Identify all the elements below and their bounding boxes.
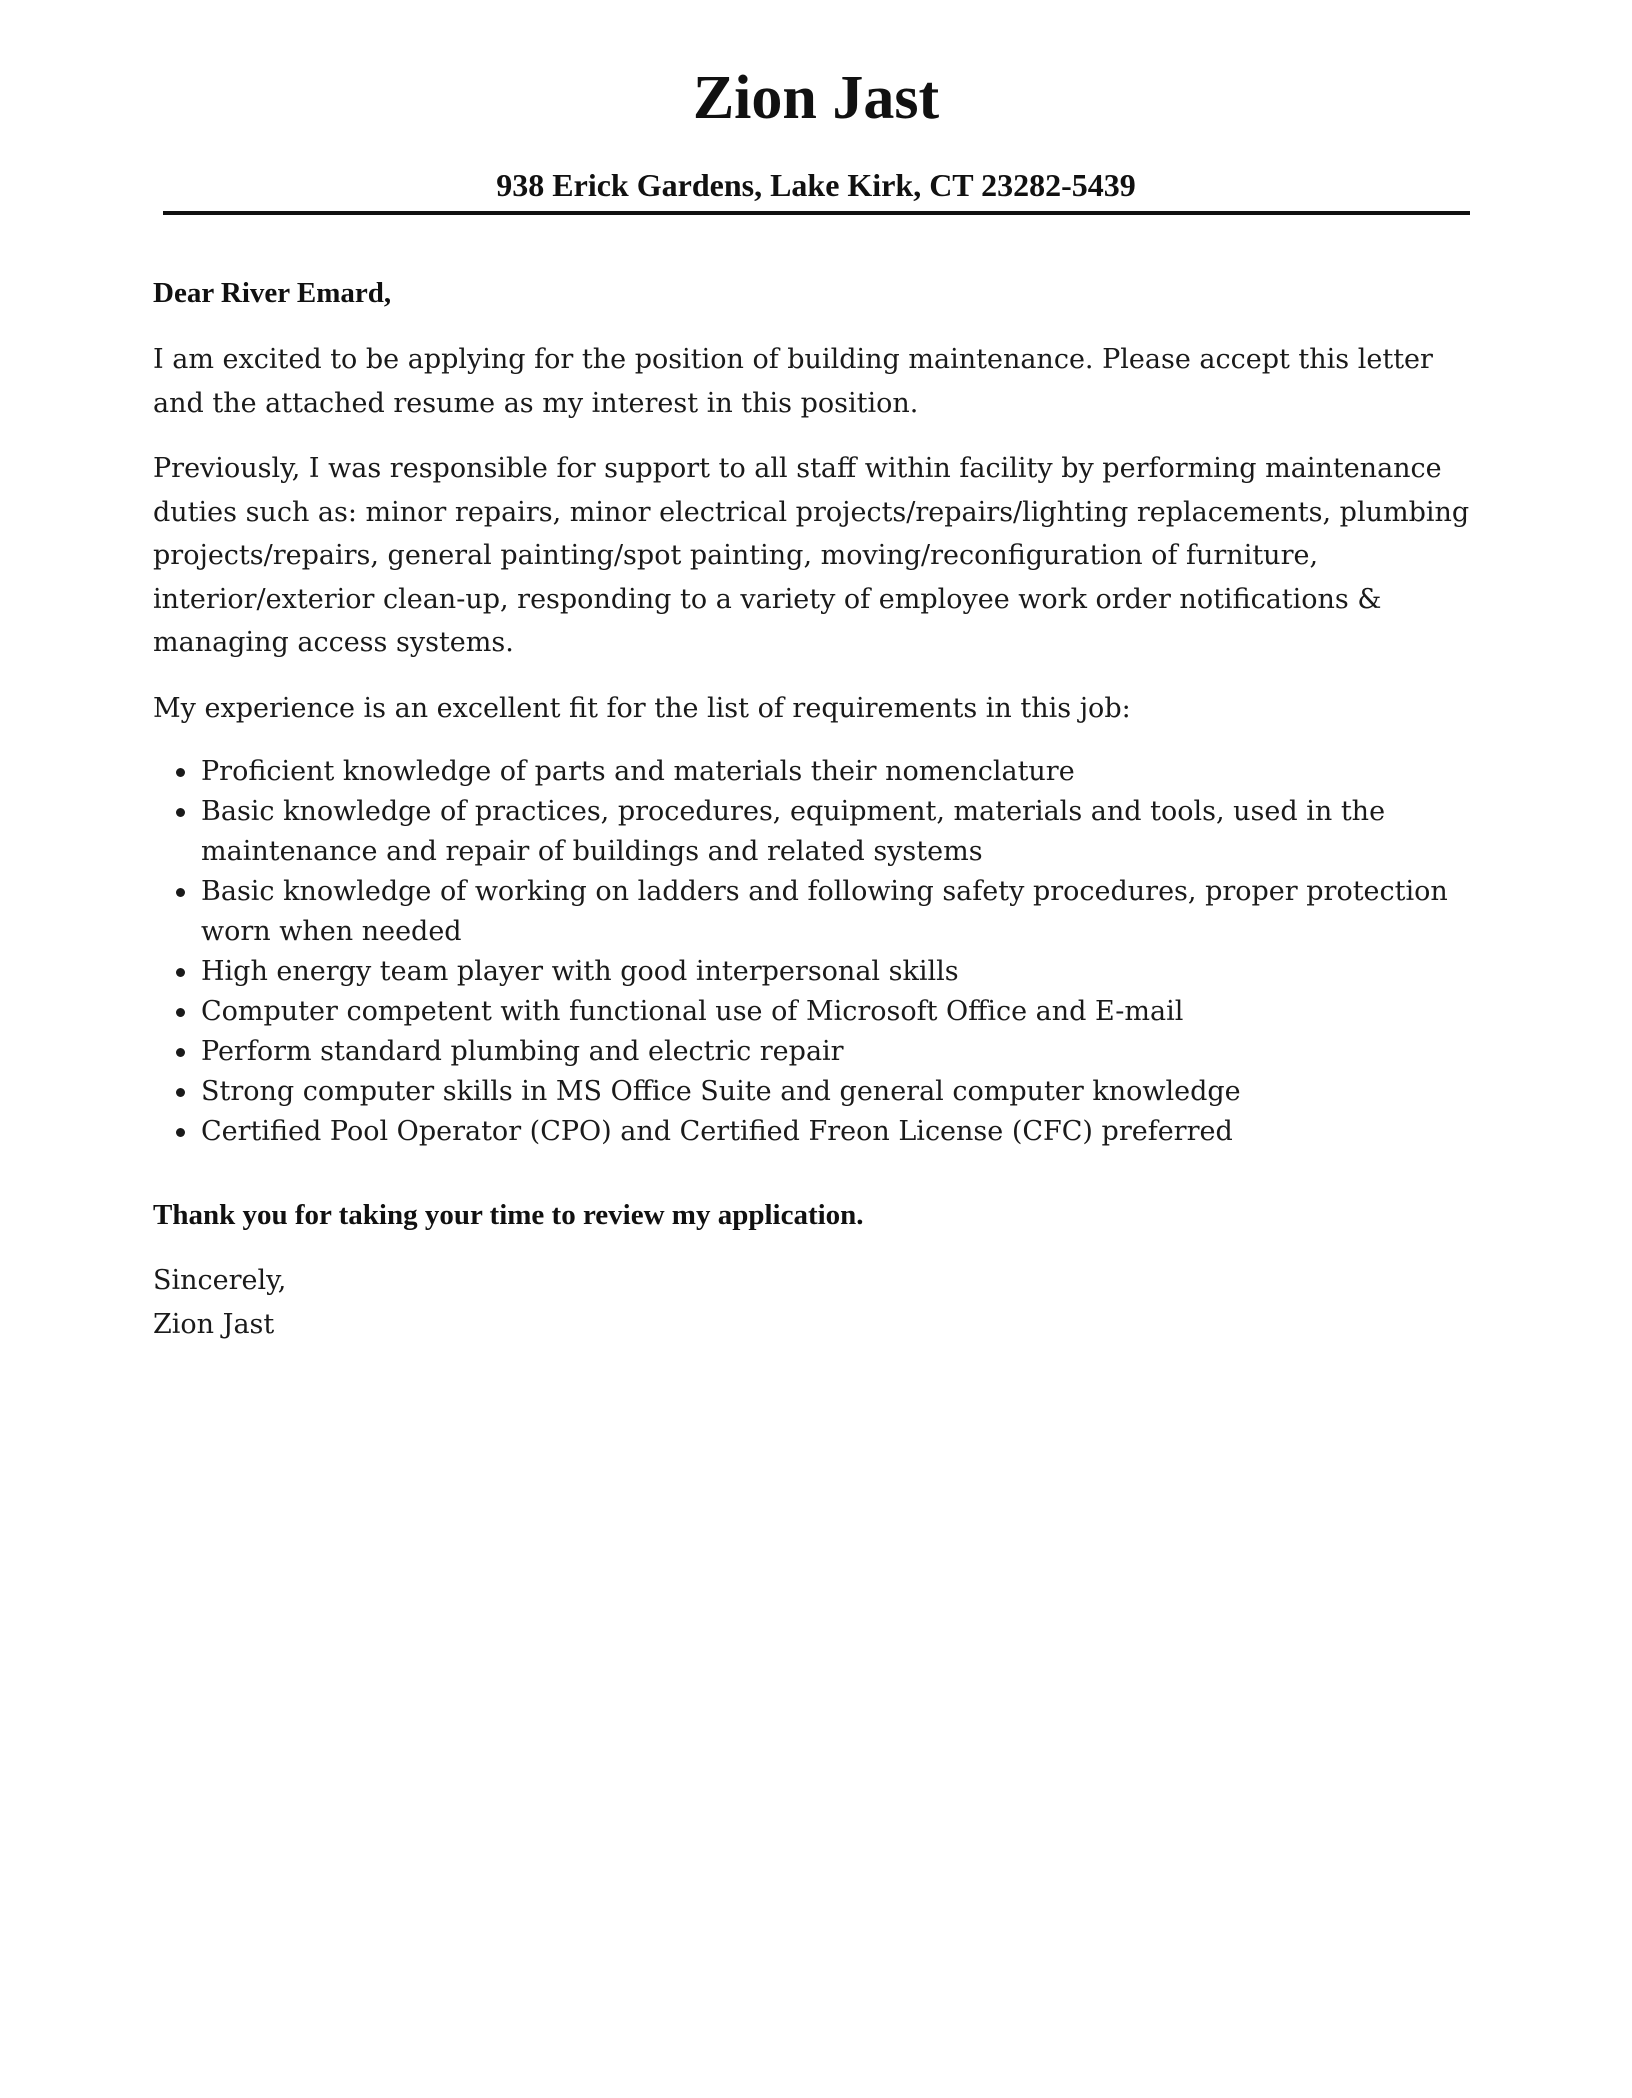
- list-item: Proficient knowledge of parts and materials their nomenclature: [153, 752, 1483, 792]
- experience-paragraph: Previously, I was responsible for support to all staff within facility by performing maintenance duties such as: minor repairs, minor electrical projects/repairs/lighting replacements, plumbing projects/repairs, general painting/spot painting, moving/reconfiguration of furniture, interior/exterior clean-up, responding to a variety of employee work order notifications & managing access systems.: [153, 453, 1470, 658]
- list-item: Perform standard plumbing and electric repair: [153, 1032, 1483, 1072]
- sender-address: 938 Erick Gardens, Lake Kirk, CT 23282-5439: [496, 167, 1136, 203]
- salutation: Dear River Emard,: [153, 277, 392, 309]
- header-divider: [163, 211, 1470, 215]
- letter-body: [153, 272, 1483, 1346]
- list-item: Computer competent with functional use of Microsoft Office and E-mail: [153, 992, 1483, 1032]
- requirements-intro: My experience is an excellent fit for the list of requirements in this job:: [153, 692, 1131, 724]
- list-item: Basic knowledge of working on ladders and following safety procedures, proper protection worn when needed: [153, 872, 1483, 952]
- closing: Sincerely,: [153, 1265, 287, 1296]
- list-item: Certified Pool Operator (CPO) and Certified Freon License (CFC) preferred: [153, 1112, 1483, 1152]
- requirements-list: [153, 752, 1483, 1152]
- list-item: High energy team player with good interpersonal skills: [153, 952, 1483, 992]
- sender-name: Zion Jast: [692, 64, 940, 132]
- signature-name: Zion Jast: [153, 1308, 275, 1340]
- list-item: Basic knowledge of practices, procedures, equipment, materials and tools, used in the maintenance and repair of buildings and related systems: [153, 792, 1483, 872]
- intro-paragraph: I am excited to be applying for the position of building maintenance. Please accept this letter and the attached resume as my interest in this position.: [153, 344, 1433, 419]
- thank-you-line: Thank you for taking your time to review my application.: [153, 1199, 864, 1231]
- list-item: Strong computer skills in MS Office Suite and general computer knowledge: [153, 1072, 1483, 1112]
